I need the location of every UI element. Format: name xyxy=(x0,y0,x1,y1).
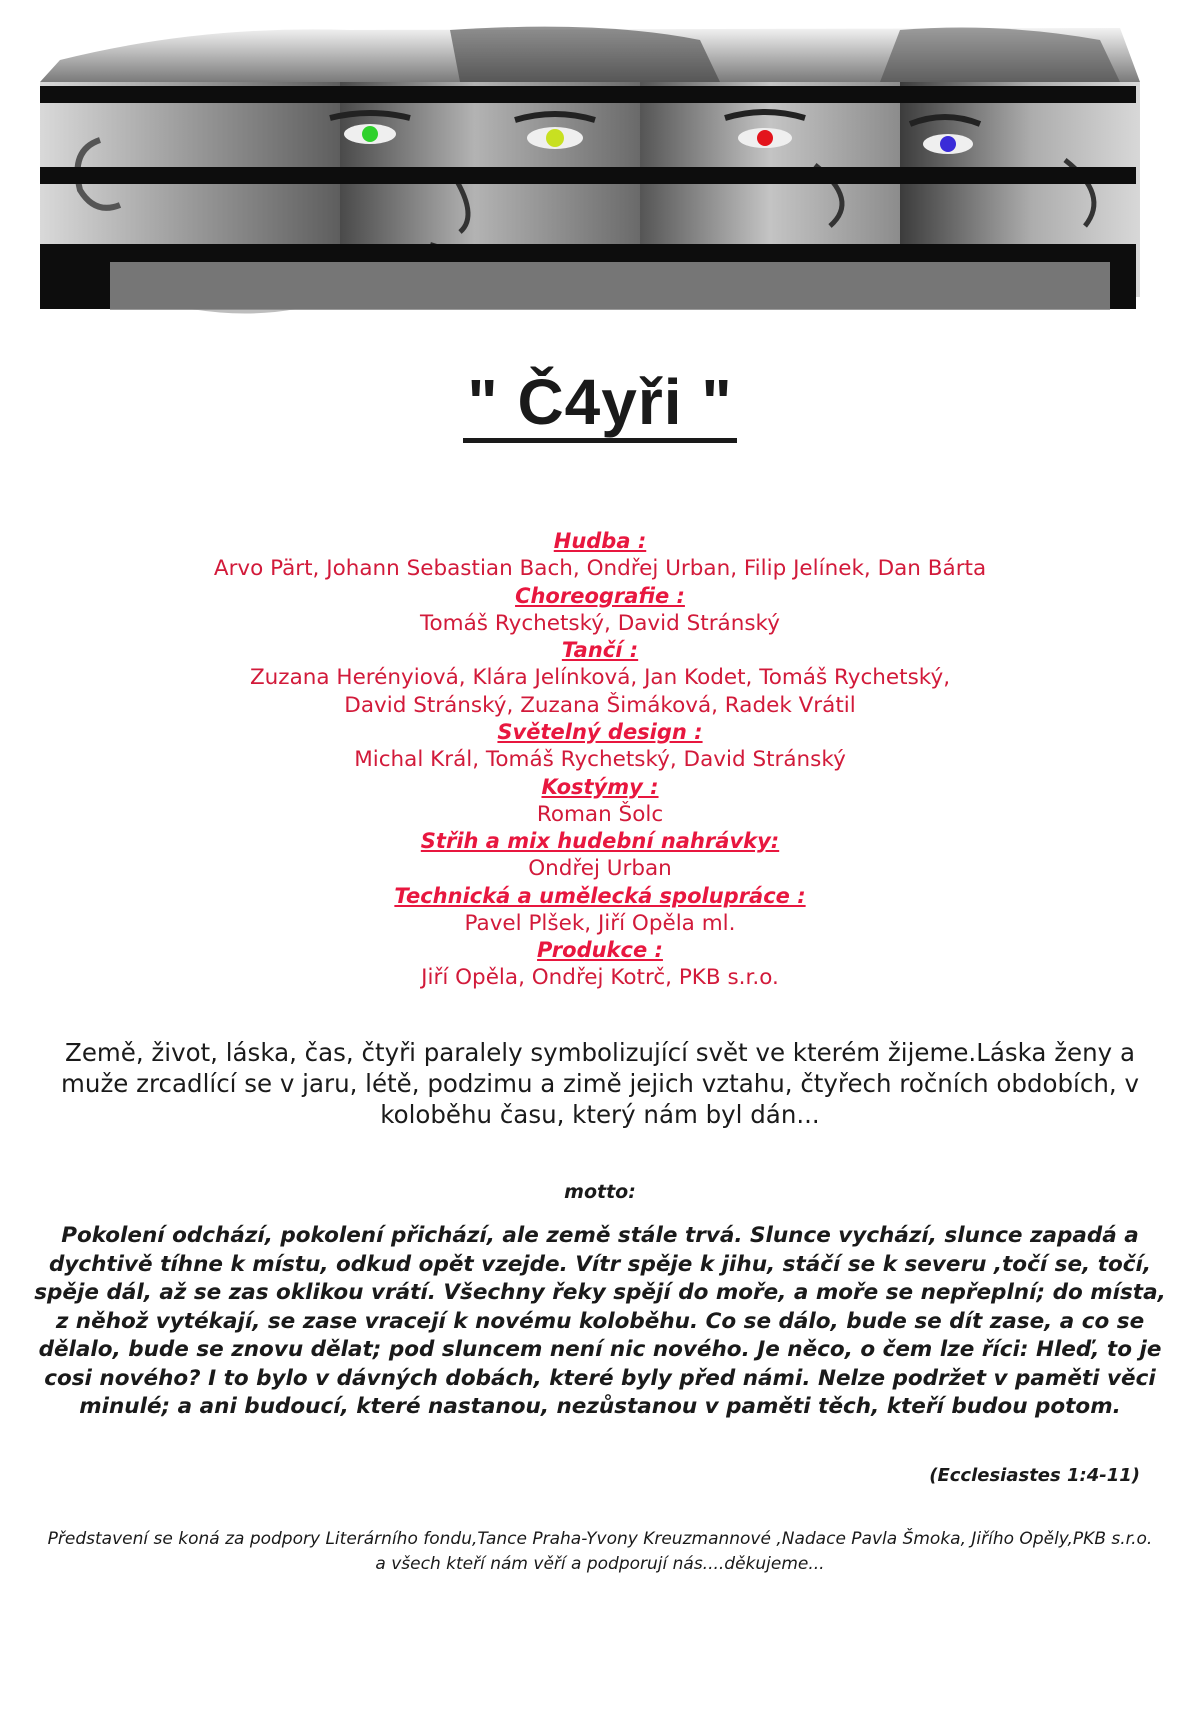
citation: (Ecclesiastes 1:4-11) xyxy=(929,1465,1140,1486)
credit-choreography xyxy=(0,583,1200,638)
credit-names: Jiří Opěla, Ondřej Kotrč, PKB s.r.o. xyxy=(421,965,779,990)
credit-role: Technická a umělecká spolupráce : xyxy=(394,883,806,908)
credit-names: David Stránský, Zuzana Šimáková, Radek Vrátil xyxy=(344,692,856,718)
motto-text: Pokolení odchází, pokolení přichází, ale země stále trvá. Slunce vychází, slunce zapadá a dychtivě tíhne k místu, odkud opět vzejde. Vítr spěje k jihu, stáčí se k severu ,točí se, točí, spěje dál, až se zas oklikou vrátí. Všechny řeky spějí do moře, a moře se nepřeplní; do místa, z něhož vytékají, se zase vracejí k novému koloběhu. Co se dálo, bude se dít zase, a co se dělalo, bude se znovu dělat; pod sluncem není nic nového. Je něco, o čem lze říci: Hleď, to je cosi nového? I to bylo v dávných dobách, které byly před námi. Nelze podržet v paměti věci minulé; a ani budoucí, které nastanou, nezůstanou v paměti těch, kteří budou potom. xyxy=(34,1223,1166,1419)
credit-names: Arvo Pärt, Johann Sebastian Bach, Ondřej Urban, Filip Jelínek, Dan Bárta xyxy=(213,556,987,581)
credit-role: Choreografie : xyxy=(515,583,685,608)
yellow-eye-icon xyxy=(546,129,564,147)
credit-names: Roman Šolc xyxy=(536,801,664,827)
credit-names: Pavel Plšek, Jiří Opěla ml. xyxy=(464,910,736,936)
credit-names: Zuzana Herényiová, Klára Jelínková, Jan Kodet, Tomáš Rychetský, xyxy=(249,665,951,690)
credit-lighting xyxy=(0,719,1200,774)
green-eye-icon xyxy=(362,126,378,142)
credit-costumes xyxy=(0,774,1200,829)
credit-role: Střih a mix hudební nahrávky: xyxy=(420,829,780,853)
credit-names: Michal Král, Tomáš Rychetský, David Stránský xyxy=(354,747,846,772)
title-text: " Č4yři " xyxy=(463,370,736,443)
credit-dancers xyxy=(0,637,1200,719)
credit-role: Produkce : xyxy=(537,938,663,962)
credit-role: Tančí : xyxy=(561,638,639,662)
red-eye-icon xyxy=(757,130,773,146)
face-strip-lower xyxy=(110,262,1110,310)
black-band-2 xyxy=(40,167,1136,184)
hair-band xyxy=(40,27,1140,82)
credit-names: Ondřej Urban xyxy=(528,856,672,881)
blue-eye-icon xyxy=(940,136,956,152)
credits-list xyxy=(0,528,1200,992)
credit-music xyxy=(0,528,1200,583)
black-band-1 xyxy=(40,86,1136,103)
credit-role: Světelný design : xyxy=(497,720,703,744)
credit-role: Hudba : xyxy=(553,529,647,553)
credit-editing xyxy=(0,828,1200,883)
description-paragraph: Země, život, láska, čas, čtyři paralely symbolizující svět ve kterém žijeme.Láska ženy a muže zrcadlící se v jaru, létě, podzimu a zimě jejich vztahu, čtyřech ročních obdobích, v koloběhu času, který nám byl dán... xyxy=(61,1038,1139,1129)
footer-acknowledgement: Představení se koná za podpory Literárního fondu,Tance Praha-Yvony Kreuzmannové ,Nadace Pavla Šmoka, Jiřího Opěly,PKB s.r.o. a všech kteří nám věří a podporují nás....děkujeme... xyxy=(47,1529,1153,1574)
motto-label: motto: xyxy=(564,1181,636,1203)
credit-technical xyxy=(0,883,1200,938)
credit-production xyxy=(0,937,1200,992)
credit-names: Tomáš Rychetský, David Stránský xyxy=(420,610,780,636)
page-title xyxy=(0,366,1200,443)
credit-role: Kostýmy : xyxy=(541,774,659,799)
hero-image-four-faces xyxy=(0,0,1200,350)
